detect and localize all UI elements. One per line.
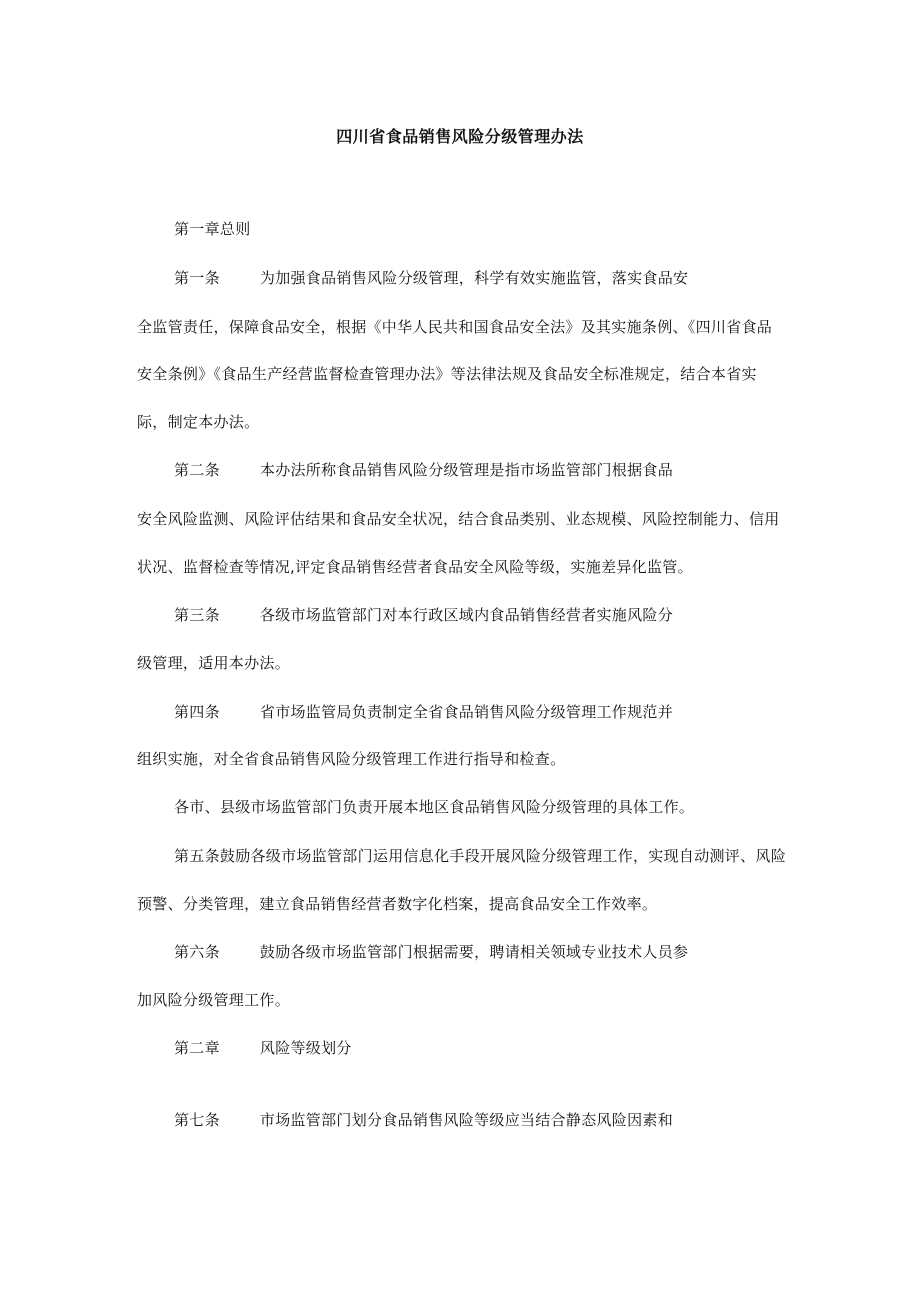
- article-1-text: 为加强食品销售风险分级管理，科学有效实施监管，落实食品安: [259, 269, 689, 287]
- article-4-label: 第四条: [174, 703, 220, 721]
- article-6-text: 鼓励各级市场监管部门根据需要，聘请相关领域专业技术人员参: [259, 943, 689, 961]
- document-title: 四川省食品销售风险分级管理办法: [336, 127, 584, 146]
- article-5-line-1: 第五条鼓励各级市场监管部门运用信息化手段开展风险分级管理工作，实现自动测评、风险: [174, 847, 787, 865]
- article-7-text: 市场监管部门划分食品销售风险等级应当结合静态风险因素和: [259, 1111, 674, 1129]
- article-7-label: 第七条: [174, 1111, 220, 1129]
- article-6-label: 第六条: [174, 943, 220, 961]
- article-1-line-4: 际，制定本办法。: [137, 413, 260, 431]
- article-6-line-2: 加风险分级管理工作。: [137, 991, 291, 1009]
- article-5-line-2: 预警、分类管理，建立食品销售经营者数字化档案，提高食品安全工作效率。: [137, 895, 658, 913]
- chapter-2-heading: [174, 1037, 352, 1059]
- article-3-first-line: [174, 604, 673, 626]
- article-7-first-line: [174, 1109, 673, 1131]
- chapter-2-title: 风险等级划分: [259, 1039, 352, 1057]
- article-1-label: 第一条: [174, 269, 220, 287]
- article-4-line-2: 组织实施，对全省食品销售风险分级管理工作进行指导和检查。: [137, 750, 566, 768]
- article-2-text: 本办法所称食品销售风险分级管理是指市场监管部门根据食品: [259, 461, 674, 479]
- article-3-label: 第三条: [174, 606, 220, 624]
- article-4-first-line: [174, 701, 673, 723]
- article-3-line-2: 级管理，适用本办法。: [137, 654, 291, 672]
- article-1-line-3: 安全条例》《食品生产经营监督检查管理办法》等法律法规及食品安全标准规定，结合本省实: [137, 365, 757, 383]
- article-4-text: 省市场监管局负责制定全省食品销售风险分级管理工作规范并: [259, 703, 674, 721]
- article-2-first-line: [174, 459, 673, 481]
- chapter-1-heading: 第一章总则: [174, 220, 251, 238]
- article-1-line-2: 全监管责任，保障食品安全，根据《中华人民共和国食品安全法》及其实施条例、《四川省食品: [137, 318, 773, 336]
- article-1-first-line: [174, 267, 688, 289]
- article-4-line-3: 各市、县级市场监管部门负责开展本地区食品销售风险分级管理的具体工作。: [174, 798, 695, 816]
- chapter-2-label: 第二章: [174, 1039, 220, 1057]
- article-2-line-2: 安全风险监测、风险评估结果和食品安全状况，结合食品类别、业态规模、风险控制能力、信用: [137, 510, 780, 528]
- article-2-label: 第二条: [174, 461, 220, 479]
- article-2-line-3: 状况、监督检查等情况,评定食品销售经营者食品安全风险等级，实施差异化监管。: [137, 558, 693, 576]
- article-6-first-line: [174, 941, 688, 963]
- article-3-text: 各级市场监管部门对本行政区域内食品销售经营者实施风险分: [259, 606, 674, 624]
